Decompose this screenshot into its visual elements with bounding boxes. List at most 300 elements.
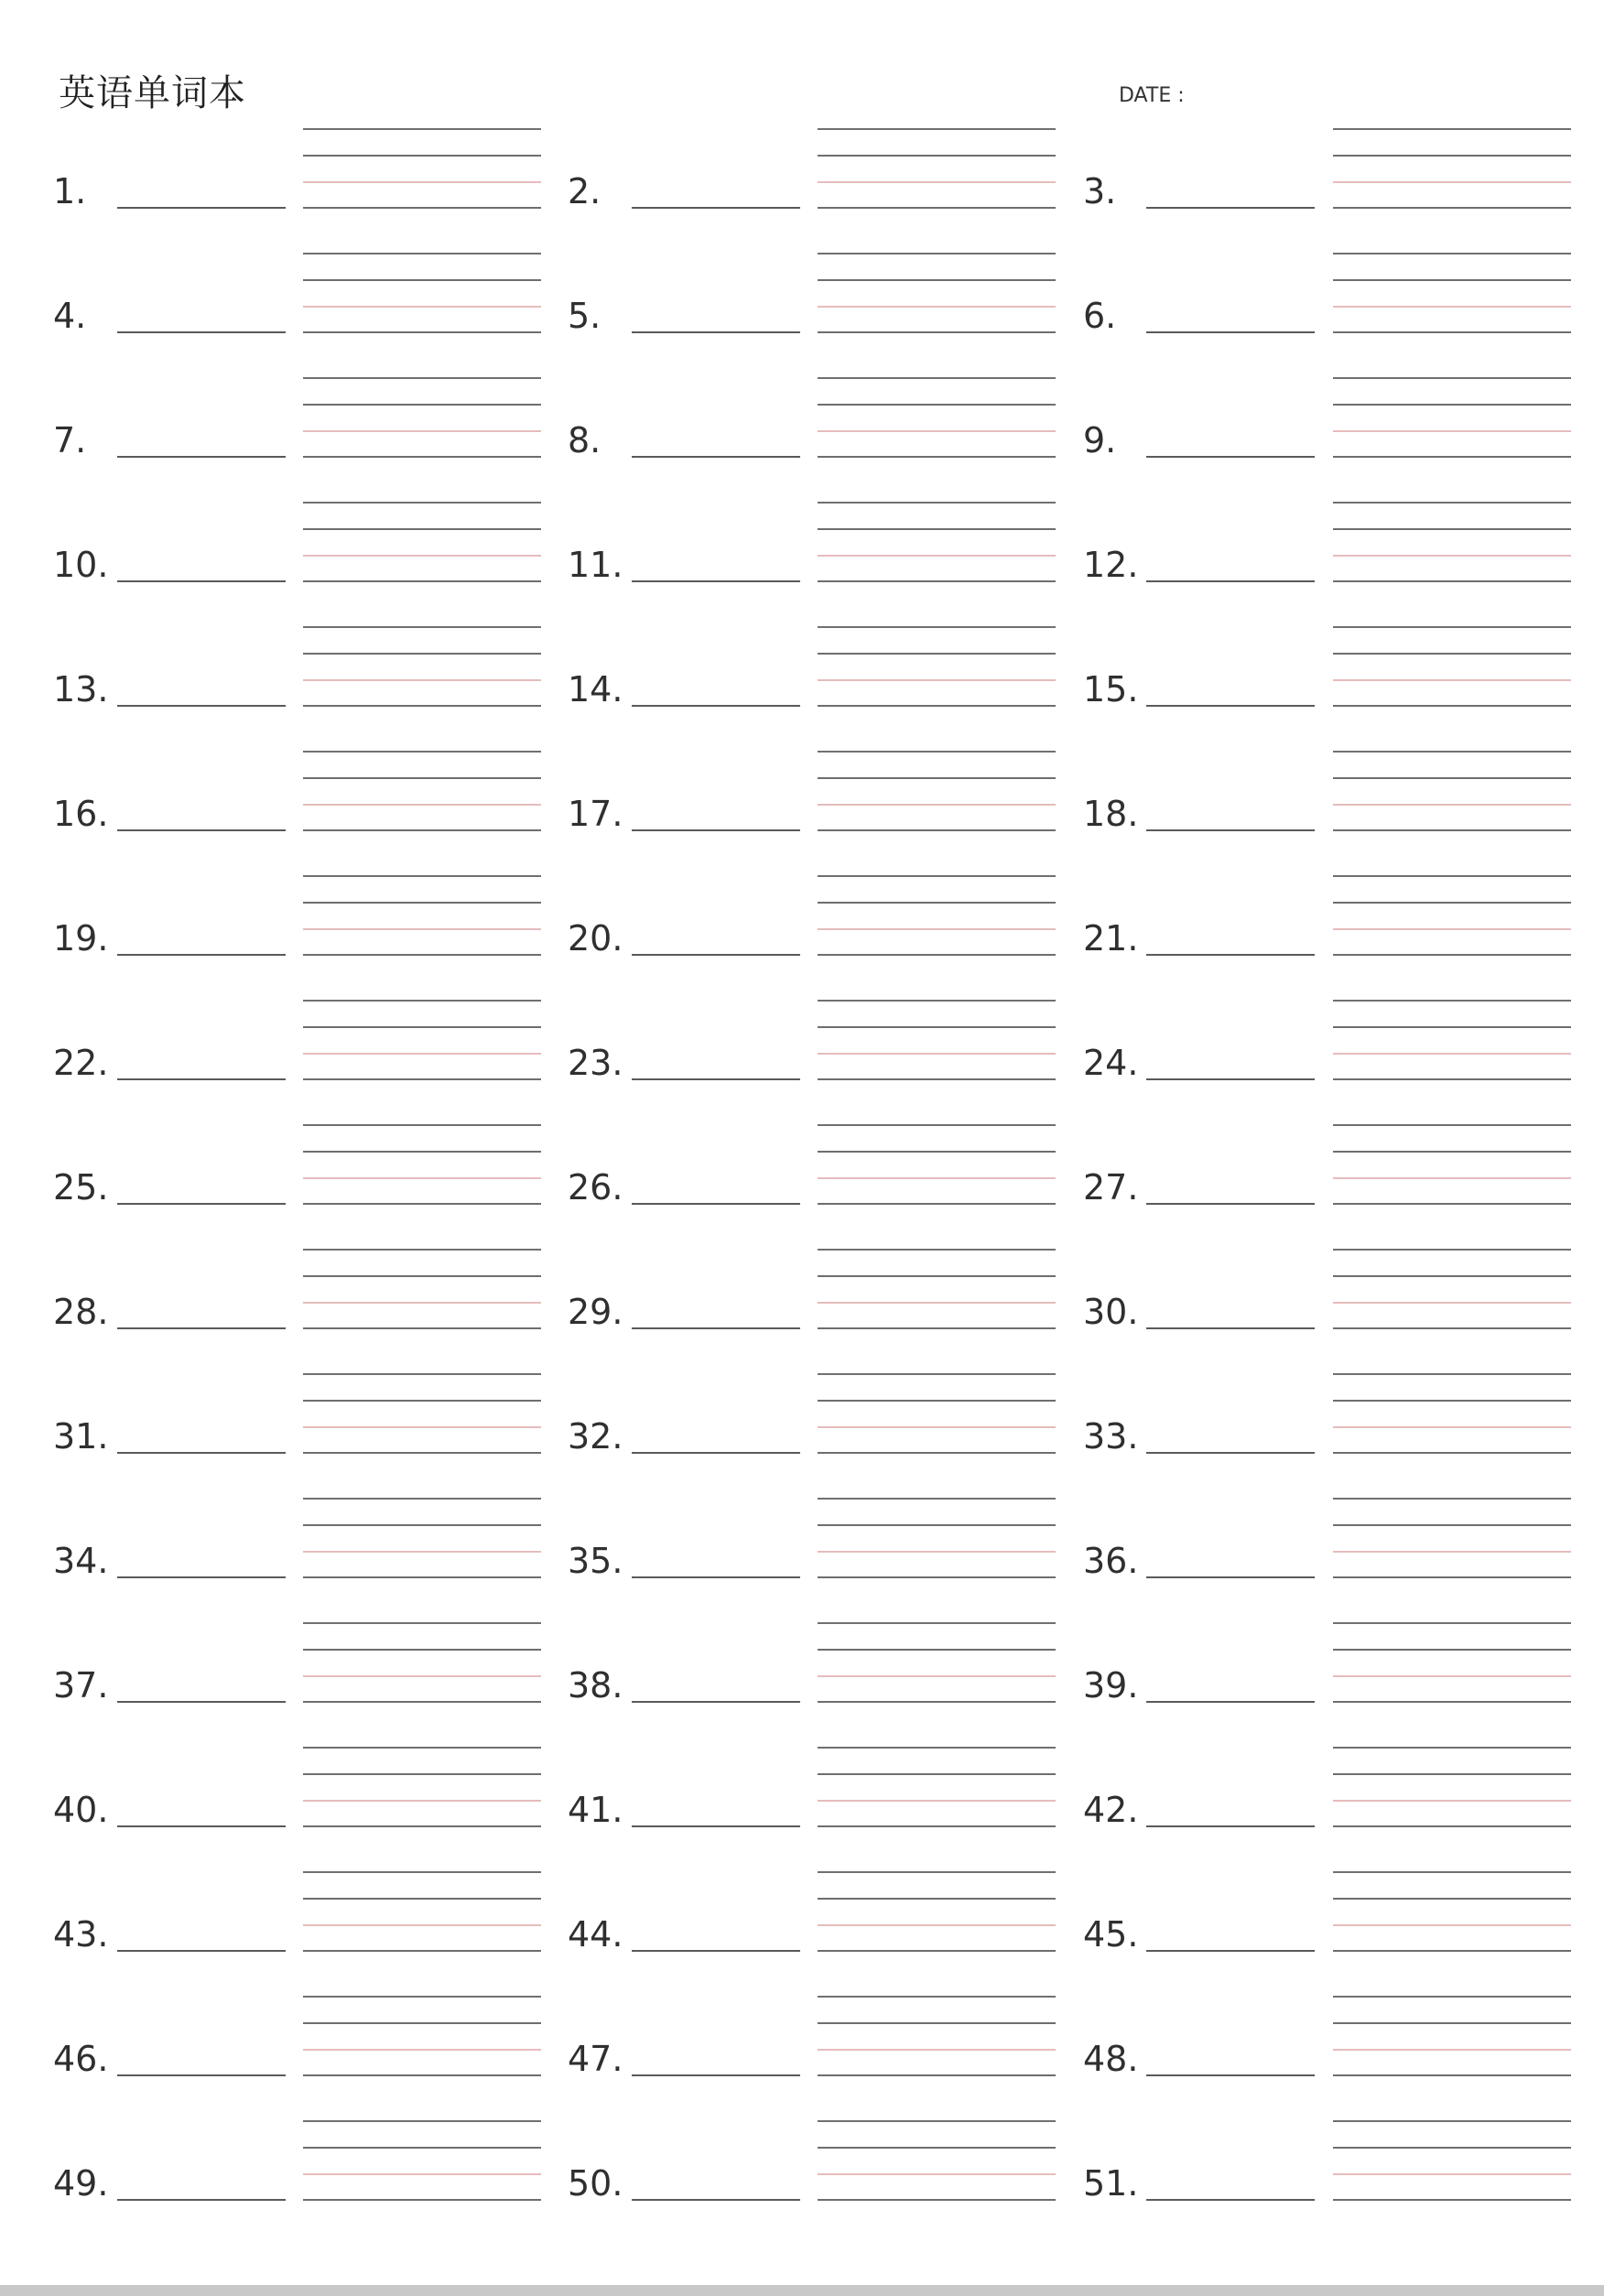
ruled-line (1333, 1327, 1571, 1329)
ruled-line (1333, 2199, 1571, 2201)
word-blank-line[interactable] (1146, 1203, 1315, 1205)
ruled-line (303, 1747, 541, 1749)
ruled-line (303, 1576, 541, 1578)
word-blank-line[interactable] (117, 2074, 286, 2076)
word-blank-line[interactable] (117, 456, 286, 458)
ruled-line (1333, 1950, 1571, 1952)
entry-number: 30. (1083, 1292, 1139, 1332)
ruled-midline (1333, 1426, 1571, 1428)
ruled-line (818, 580, 1056, 582)
word-blank-line[interactable] (1146, 207, 1315, 209)
ruled-line (818, 1622, 1056, 1624)
ruled-line (818, 2120, 1056, 2122)
ruled-line (303, 155, 541, 157)
entry-number: 6. (1083, 296, 1117, 336)
ruled-line (818, 902, 1056, 904)
ruled-line (818, 1773, 1056, 1775)
ruled-line (818, 253, 1056, 255)
word-blank-line[interactable] (632, 331, 800, 333)
entry-number: 22. (53, 1043, 109, 1083)
ruled-line (303, 2147, 541, 2149)
ruled-line (818, 1524, 1056, 1526)
ruled-line (1333, 404, 1571, 406)
word-blank-line[interactable] (632, 580, 800, 582)
ruled-line (1333, 1249, 1571, 1251)
date-label: DATE : (1119, 84, 1185, 107)
ruled-line (1333, 1203, 1571, 1205)
ruled-midline (1333, 679, 1571, 681)
ruled-line (818, 626, 1056, 628)
ruled-line (818, 1373, 1056, 1375)
ruled-line (303, 1400, 541, 1402)
ruled-line (818, 1996, 1056, 1998)
ruled-line (1333, 2022, 1571, 2024)
ruled-line (818, 1576, 1056, 1578)
word-blank-line[interactable] (632, 2199, 800, 2201)
ruled-midline (818, 555, 1056, 557)
ruled-line (303, 456, 541, 458)
ruled-line (303, 1452, 541, 1454)
ruled-line (1333, 1275, 1571, 1277)
ruled-midline (1333, 430, 1571, 432)
ruled-line (1333, 1996, 1571, 1998)
ruled-line (303, 1498, 541, 1500)
ruled-line (818, 1275, 1056, 1277)
entry-number: 23. (568, 1043, 623, 1083)
ruled-midline (303, 306, 541, 308)
ruled-line (1333, 777, 1571, 779)
word-blank-line[interactable] (117, 1950, 286, 1952)
ruled-midline (303, 1302, 541, 1304)
ruled-line (303, 1524, 541, 1526)
ruled-line (818, 456, 1056, 458)
entry-number: 49. (53, 2163, 109, 2204)
word-blank-line[interactable] (632, 954, 800, 956)
ruled-midline (1333, 1800, 1571, 1802)
ruled-midline (818, 1053, 1056, 1055)
ruled-midline (303, 928, 541, 930)
ruled-line (303, 1327, 541, 1329)
word-blank-line[interactable] (1146, 2199, 1315, 2201)
ruled-line (818, 502, 1056, 504)
ruled-line (1333, 2120, 1571, 2122)
entry-number: 13. (53, 669, 109, 709)
ruled-line (818, 404, 1056, 406)
word-blank-line[interactable] (632, 1452, 800, 1454)
word-blank-line[interactable] (1146, 1576, 1315, 1578)
ruled-line (1333, 626, 1571, 628)
ruled-line (818, 331, 1056, 333)
ruled-line (303, 1203, 541, 1205)
ruled-line (818, 705, 1056, 707)
ruled-line (303, 580, 541, 582)
ruled-line (303, 1996, 541, 1998)
ruled-midline (818, 1924, 1056, 1926)
entry-number: 4. (53, 296, 87, 336)
entry-number: 2. (568, 171, 602, 211)
word-blank-line[interactable] (117, 1825, 286, 1827)
entry-number: 25. (53, 1167, 109, 1208)
ruled-line (1333, 1773, 1571, 1775)
ruled-midline (303, 430, 541, 432)
ruled-line (1333, 954, 1571, 956)
word-blank-line[interactable] (1146, 1701, 1315, 1703)
ruled-line (1333, 1452, 1571, 1454)
ruled-midline (1333, 555, 1571, 557)
ruled-line (1333, 502, 1571, 504)
word-blank-line[interactable] (632, 1701, 800, 1703)
ruled-line (818, 829, 1056, 831)
word-blank-line[interactable] (117, 2199, 286, 2201)
ruled-line (303, 2120, 541, 2122)
ruled-midline (303, 2173, 541, 2175)
word-blank-line[interactable] (117, 1203, 286, 1205)
ruled-midline (818, 306, 1056, 308)
ruled-line (1333, 377, 1571, 379)
entry-number: 41. (568, 1790, 623, 1830)
entry-number: 48. (1083, 2039, 1139, 2079)
ruled-line (818, 528, 1056, 530)
ruled-line (303, 2022, 541, 2024)
ruled-midline (303, 1426, 541, 1428)
entry-number: 24. (1083, 1043, 1139, 1083)
entry-number: 35. (568, 1541, 623, 1581)
ruled-line (303, 128, 541, 130)
ruled-line (818, 279, 1056, 281)
ruled-line (303, 1000, 541, 1002)
word-blank-line[interactable] (632, 1078, 800, 1080)
page-title: 英语单词本 (59, 72, 246, 114)
ruled-line (303, 1649, 541, 1651)
word-blank-line[interactable] (117, 1701, 286, 1703)
ruled-midline (1333, 1302, 1571, 1304)
ruled-line (1333, 1026, 1571, 1028)
ruled-line (303, 253, 541, 255)
ruled-line (818, 1000, 1056, 1002)
ruled-line (303, 1373, 541, 1375)
ruled-line (818, 777, 1056, 779)
word-blank-line[interactable] (1146, 580, 1315, 582)
ruled-line (303, 1275, 541, 1277)
ruled-line (1333, 2074, 1571, 2076)
ruled-line (818, 1898, 1056, 1900)
entry-number: 11. (568, 545, 623, 585)
ruled-midline (1333, 1177, 1571, 1179)
entry-number: 36. (1083, 1541, 1139, 1581)
entry-number: 37. (53, 1665, 109, 1706)
ruled-midline (303, 1177, 541, 1179)
entry-number: 39. (1083, 1665, 1139, 1706)
entry-number: 43. (53, 1914, 109, 1955)
ruled-line (1333, 1649, 1571, 1651)
ruled-line (818, 1124, 1056, 1126)
ruled-line (1333, 331, 1571, 333)
ruled-midline (303, 1800, 541, 1802)
entry-number: 10. (53, 545, 109, 585)
entry-number: 9. (1083, 420, 1117, 460)
ruled-midline (1333, 181, 1571, 183)
word-blank-line[interactable] (117, 1078, 286, 1080)
entry-number: 38. (568, 1665, 623, 1706)
word-blank-line[interactable] (117, 580, 286, 582)
ruled-midline (303, 555, 541, 557)
entry-number: 15. (1083, 669, 1139, 709)
entry-number: 29. (568, 1292, 623, 1332)
ruled-midline (818, 1551, 1056, 1553)
ruled-line (818, 1649, 1056, 1651)
ruled-midline (818, 1800, 1056, 1802)
ruled-line (1333, 1825, 1571, 1827)
ruled-midline (1333, 306, 1571, 308)
entry-number: 44. (568, 1914, 623, 1955)
word-blank-line[interactable] (117, 705, 286, 707)
word-blank-line[interactable] (117, 1452, 286, 1454)
ruled-line (1333, 1498, 1571, 1500)
entry-number: 51. (1083, 2163, 1139, 2204)
entry-number: 28. (53, 1292, 109, 1332)
ruled-line (303, 954, 541, 956)
ruled-line (1333, 207, 1571, 209)
ruled-line (1333, 1124, 1571, 1126)
ruled-midline (818, 2173, 1056, 2175)
entry-number: 46. (53, 2039, 109, 2079)
word-blank-line[interactable] (1146, 1327, 1315, 1329)
ruled-midline (1333, 1924, 1571, 1926)
entry-number: 40. (53, 1790, 109, 1830)
ruled-line (818, 954, 1056, 956)
ruled-midline (1333, 1675, 1571, 1677)
ruled-line (303, 207, 541, 209)
ruled-line (1333, 1373, 1571, 1375)
ruled-line (1333, 279, 1571, 281)
ruled-line (818, 1825, 1056, 1827)
ruled-line (1333, 128, 1571, 130)
ruled-line (303, 1026, 541, 1028)
ruled-line (303, 705, 541, 707)
word-blank-line[interactable] (117, 954, 286, 956)
ruled-line (1333, 705, 1571, 707)
entry-number: 45. (1083, 1914, 1139, 1955)
word-blank-line[interactable] (1146, 1452, 1315, 1454)
ruled-line (1333, 2147, 1571, 2149)
ruled-line (818, 875, 1056, 877)
entry-number: 42. (1083, 1790, 1139, 1830)
ruled-line (818, 1078, 1056, 1080)
ruled-midline (303, 1053, 541, 1055)
entry-number: 8. (568, 420, 602, 460)
entry-number: 27. (1083, 1167, 1139, 1208)
ruled-midline (818, 1675, 1056, 1677)
word-blank-line[interactable] (1146, 331, 1315, 333)
entry-number: 33. (1083, 1416, 1139, 1457)
ruled-line (818, 1747, 1056, 1749)
ruled-midline (818, 1426, 1056, 1428)
ruled-line (818, 2074, 1056, 2076)
entry-number: 26. (568, 1167, 623, 1208)
word-blank-line[interactable] (632, 1576, 800, 1578)
ruled-line (303, 751, 541, 753)
word-blank-line[interactable] (117, 829, 286, 831)
entry-number: 5. (568, 296, 602, 336)
word-blank-line[interactable] (632, 456, 800, 458)
word-blank-line[interactable] (1146, 2074, 1315, 2076)
entry-number: 32. (568, 1416, 623, 1457)
ruled-midline (303, 181, 541, 183)
ruled-midline (1333, 2173, 1571, 2175)
ruled-line (818, 1400, 1056, 1402)
ruled-line (1333, 1400, 1571, 1402)
ruled-midline (818, 928, 1056, 930)
ruled-line (818, 2147, 1056, 2149)
ruled-line (303, 653, 541, 655)
ruled-line (818, 1701, 1056, 1703)
word-blank-line[interactable] (632, 1825, 800, 1827)
ruled-line (818, 1151, 1056, 1153)
word-blank-line[interactable] (117, 1576, 286, 1578)
entry-number: 14. (568, 669, 623, 709)
ruled-line (303, 1701, 541, 1703)
ruled-line (303, 875, 541, 877)
ruled-line (1333, 1622, 1571, 1624)
ruled-line (818, 1327, 1056, 1329)
ruled-midline (1333, 1053, 1571, 1055)
ruled-line (303, 1950, 541, 1952)
ruled-line (303, 377, 541, 379)
ruled-line (1333, 1000, 1571, 1002)
ruled-midline (303, 679, 541, 681)
word-blank-line[interactable] (1146, 1950, 1315, 1952)
ruled-line (818, 1871, 1056, 1873)
ruled-line (303, 1124, 541, 1126)
ruled-line (303, 2199, 541, 2201)
ruled-line (303, 1151, 541, 1153)
ruled-midline (303, 1551, 541, 1553)
word-blank-line[interactable] (632, 1327, 800, 1329)
entry-number: 31. (53, 1416, 109, 1457)
ruled-midline (1333, 2049, 1571, 2051)
ruled-line (818, 1249, 1056, 1251)
ruled-line (303, 902, 541, 904)
ruled-midline (1333, 928, 1571, 930)
ruled-midline (818, 430, 1056, 432)
entry-number: 16. (53, 794, 109, 834)
ruled-line (303, 404, 541, 406)
ruled-midline (303, 804, 541, 806)
word-blank-line[interactable] (1146, 456, 1315, 458)
ruled-line (1333, 1576, 1571, 1578)
ruled-line (1333, 1151, 1571, 1153)
ruled-line (1333, 1701, 1571, 1703)
word-blank-line[interactable] (632, 705, 800, 707)
entry-number: 34. (53, 1541, 109, 1581)
ruled-line (303, 829, 541, 831)
entry-number: 7. (53, 420, 87, 460)
ruled-midline (818, 1177, 1056, 1179)
ruled-line (303, 1078, 541, 1080)
ruled-line (1333, 1524, 1571, 1526)
ruled-midline (303, 1924, 541, 1926)
word-blank-line[interactable] (632, 207, 800, 209)
ruled-line (1333, 155, 1571, 157)
word-blank-line[interactable] (632, 1950, 800, 1952)
ruled-line (303, 1825, 541, 1827)
ruled-midline (303, 2049, 541, 2051)
ruled-line (303, 502, 541, 504)
ruled-midline (818, 2049, 1056, 2051)
ruled-line (1333, 902, 1571, 904)
ruled-line (1333, 1747, 1571, 1749)
ruled-line (818, 155, 1056, 157)
ruled-midline (818, 679, 1056, 681)
ruled-line (303, 1898, 541, 1900)
word-blank-line[interactable] (632, 2074, 800, 2076)
word-blank-line[interactable] (1146, 829, 1315, 831)
ruled-line (818, 2199, 1056, 2201)
ruled-midline (1333, 804, 1571, 806)
entry-number: 19. (53, 918, 109, 958)
entry-number: 18. (1083, 794, 1139, 834)
ruled-line (818, 377, 1056, 379)
entry-number: 17. (568, 794, 623, 834)
ruled-line (303, 279, 541, 281)
ruled-line (1333, 528, 1571, 530)
word-blank-line[interactable] (117, 1327, 286, 1329)
word-blank-line[interactable] (117, 207, 286, 209)
entry-number: 50. (568, 2163, 623, 2204)
ruled-line (1333, 1898, 1571, 1900)
ruled-line (1333, 1078, 1571, 1080)
word-blank-line[interactable] (1146, 1825, 1315, 1827)
ruled-line (818, 653, 1056, 655)
word-blank-line[interactable] (1146, 705, 1315, 707)
ruled-line (1333, 875, 1571, 877)
word-blank-line[interactable] (632, 829, 800, 831)
ruled-line (818, 751, 1056, 753)
ruled-line (818, 1203, 1056, 1205)
page-bottom-edge (0, 2285, 1604, 2296)
ruled-line (818, 128, 1056, 130)
word-blank-line[interactable] (1146, 954, 1315, 956)
ruled-line (303, 331, 541, 333)
ruled-midline (303, 1675, 541, 1677)
entry-number: 47. (568, 2039, 623, 2079)
ruled-line (1333, 829, 1571, 831)
ruled-line (303, 777, 541, 779)
ruled-line (303, 1871, 541, 1873)
ruled-midline (818, 1302, 1056, 1304)
entry-number: 3. (1083, 171, 1117, 211)
ruled-line (1333, 653, 1571, 655)
word-blank-line[interactable] (117, 331, 286, 333)
ruled-line (1333, 253, 1571, 255)
ruled-line (303, 626, 541, 628)
ruled-line (303, 1622, 541, 1624)
entry-number: 21. (1083, 918, 1139, 958)
word-blank-line[interactable] (632, 1203, 800, 1205)
ruled-midline (818, 181, 1056, 183)
ruled-line (303, 2074, 541, 2076)
ruled-line (818, 207, 1056, 209)
ruled-line (1333, 456, 1571, 458)
entry-number: 12. (1083, 545, 1139, 585)
ruled-midline (818, 804, 1056, 806)
ruled-line (818, 1026, 1056, 1028)
ruled-line (818, 1452, 1056, 1454)
word-blank-line[interactable] (1146, 1078, 1315, 1080)
ruled-line (303, 1773, 541, 1775)
ruled-line (818, 1950, 1056, 1952)
entry-number: 20. (568, 918, 623, 958)
